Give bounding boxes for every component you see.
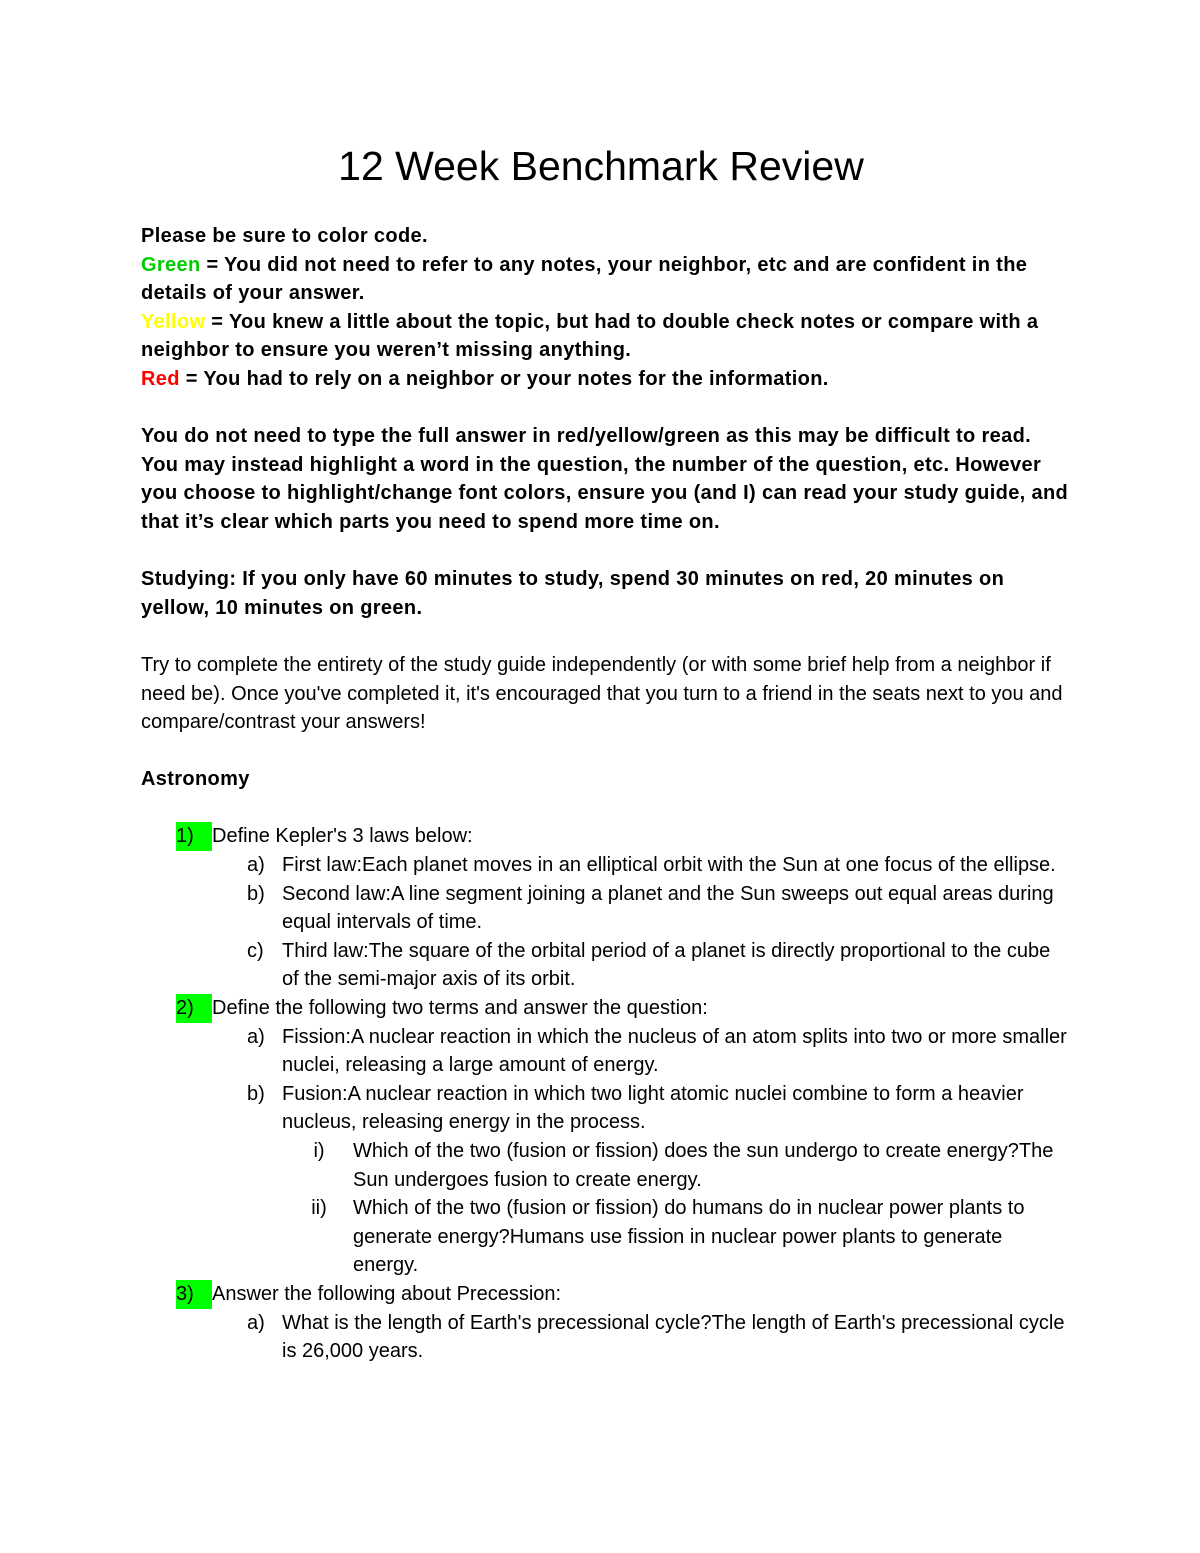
red-legend: [141, 365, 1071, 394]
item-text: First law:Each planet moves in an elliptical orbit with the Sun at one focus of the ellipse.: [282, 854, 1056, 877]
item-label: i): [313, 1140, 325, 1162]
item-text: Fission:A nuclear reaction in which the nucleus of an atom splits into two or more smaller nuclei, releasing a large amount of energy.: [282, 1025, 1067, 1077]
document-body: [141, 222, 1071, 1366]
yellow-description: = You knew a little about the topic, but had to double check notes or compare with a neighbor to ensure you weren’t missing anything.: [141, 310, 1039, 362]
item-label: b): [247, 882, 265, 905]
question-3-item-a: [141, 1309, 1071, 1366]
item-text: Fusion:A nuclear reaction in which two light atomic nuclei combine to form a heavier nucleus, releasing energy in the process.: [282, 1082, 1024, 1134]
red-description: = You had to rely on a neighbor or your notes for the information.: [179, 367, 829, 390]
green-description: = You did not need to refer to any notes, your neighbor, etc and are confident in the details of your answer.: [141, 253, 1028, 305]
question-1: [141, 822, 1071, 851]
question-2-item-b-ii: [141, 1194, 1071, 1280]
item-label: ii): [311, 1197, 327, 1220]
section-heading-astronomy: Astronomy: [141, 768, 250, 791]
item-text: Which of the two (fusion or fission) do humans do in nuclear power plants to generate energy?Humans use fission in nuclear power plants to generate energy.: [353, 1197, 1025, 1277]
item-text: Third law:The square of the orbital period of a planet is directly proportional to the cube of the semi-major axis of its orbit.: [282, 939, 1051, 991]
question-text: Answer the following about Precession:: [212, 1282, 562, 1305]
question-2-item-b-i: [141, 1137, 1071, 1194]
item-label: a): [247, 854, 265, 877]
question-text: Define the following two terms and answer the question:: [212, 997, 708, 1020]
question-number-highlight: 1): [176, 822, 212, 851]
question-1-item-b: [141, 880, 1071, 937]
item-label: b): [247, 1082, 265, 1105]
page-title: 12 Week Benchmark Review: [338, 143, 864, 189]
item-label: c): [247, 939, 264, 962]
yellow-legend: [141, 308, 1071, 365]
yellow-label: Yellow: [141, 310, 206, 333]
question-3: [141, 1280, 1071, 1309]
item-label: a): [247, 1311, 265, 1334]
question-text: Define Kepler's 3 laws below:: [212, 825, 473, 848]
red-label: Red: [141, 367, 180, 390]
item-text: Which of the two (fusion or fission) does the sun undergo to create energy?The Sun undergoes fusion to create energy.: [353, 1140, 1054, 1191]
question-1-item-a: [141, 851, 1071, 880]
question-2: [141, 994, 1071, 1023]
green-legend: [141, 251, 1071, 308]
try-paragraph: Try to complete the entirety of the study guide independently (or with some brief help from a neighbor if need be). Once you've completed it, it's encouraged that you turn to a friend in the seats next to you and compare/contrast your answers!: [141, 653, 1063, 734]
studying-paragraph: Studying: If you only have 60 minutes to study, spend 30 minutes on red, 20 minutes on yellow, 10 minutes on green.: [141, 568, 1005, 619]
green-label: Green: [141, 253, 201, 276]
question-2-item-a: [141, 1023, 1071, 1080]
item-label: a): [247, 1025, 265, 1048]
question-1-item-c: [141, 937, 1071, 994]
item-text: What is the length of Earth's precessional cycle?The length of Earth's precessional cycle is 26,000 years.: [282, 1311, 1065, 1363]
item-text: Second law:A line segment joining a planet and the Sun sweeps out equal areas during equal intervals of time.: [282, 882, 1054, 934]
color-code-heading: Please be sure to color code.: [141, 225, 428, 247]
question-number-highlight: 3): [176, 1280, 212, 1309]
question-2-item-b: [141, 1080, 1071, 1137]
question-number-highlight: 2): [176, 994, 212, 1023]
instructions-paragraph: You do not need to type the full answer in red/yellow/green as this may be difficult to read. You may instead highlight a word in the question, the number of the question, etc. However you choose to highlight/change font colors, ensure you (and I) can read your study guide, and that it’s clear which parts you need to spend more time on.: [141, 425, 1069, 533]
